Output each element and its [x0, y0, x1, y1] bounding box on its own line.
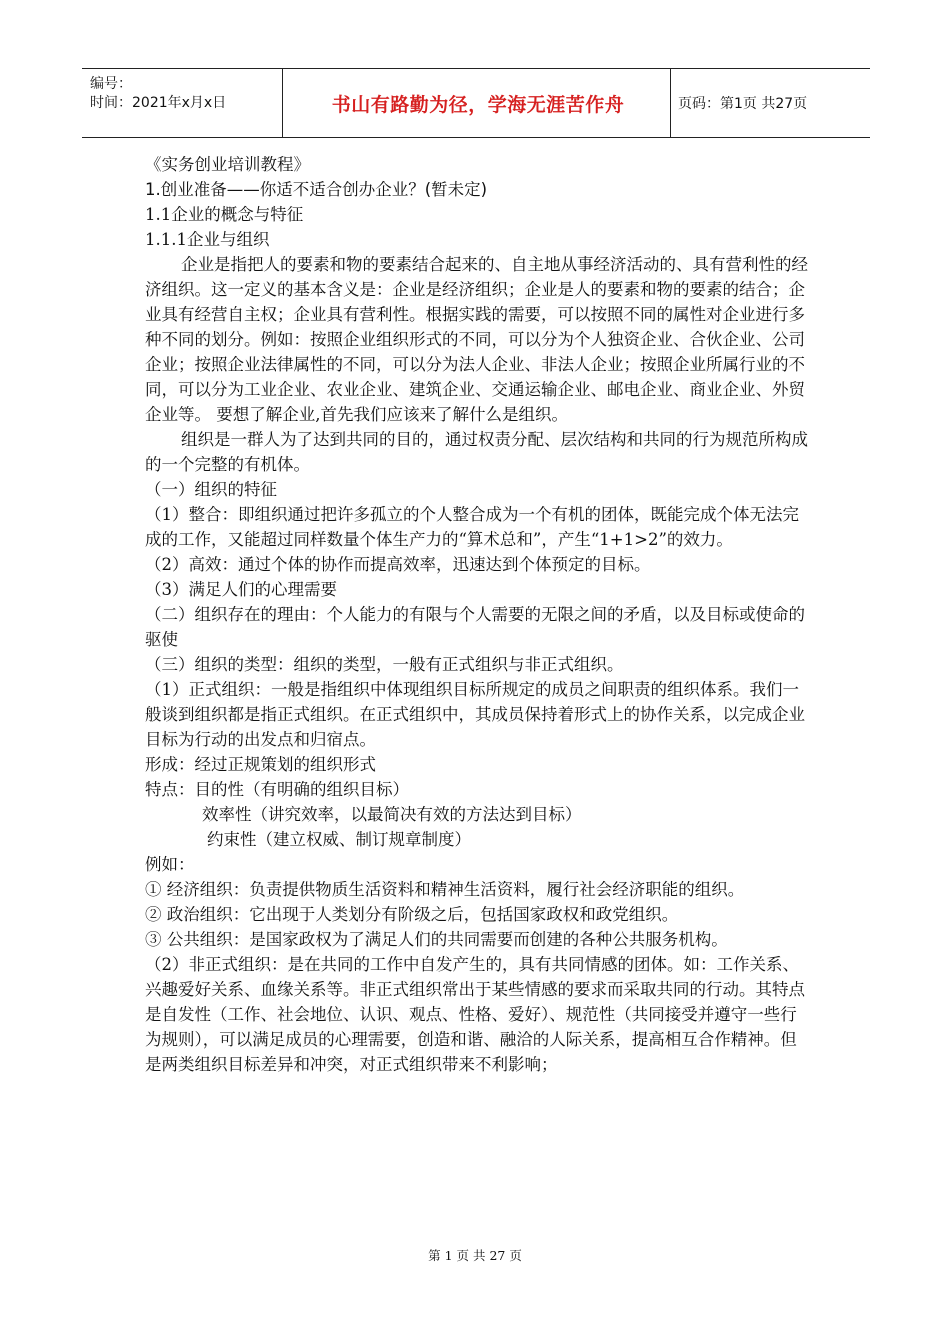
document-body [145, 152, 810, 1077]
line-constraint-trait: 约束性（建立权威、制订规章制度） [207, 830, 471, 849]
paragraph-organization-definition: 组织是一群人为了达到共同的目的，通过权责分配、层次结构和共同的行为规范所构成的一个完整的有机体。 [145, 430, 808, 474]
item-informal-organization: （2）非正式组织：是在共同的工作中自发产生的，具有共同情感的团体。如：工作关系、兴趣爱好关系、血缘关系等。非正式组织常出于某些情感的要求而采取共同的行动。其特点是自发性（工作、社会地位、认识、观点、性格、爱好）、规范性（共同接受并遵守一些行为规则），可以满足成员的心理需要，创造和谐、融洽的人际关系，提高相互合作精神。但是两类组织目标差异和冲突，对正式组织带来不利影响； [145, 955, 805, 1074]
item-psychological-needs: （3）满足人们的心理需要 [145, 580, 337, 599]
section-title: 1.1企业的概念与特征 [145, 205, 304, 224]
line-formation: 形成：经过正规策划的组织形式 [145, 755, 376, 774]
number-label: 编号： [90, 76, 132, 92]
line-efficiency-trait: 效率性（讲究效率，以最简决有效的方法达到目标） [202, 805, 582, 824]
page-footer: 第 1 页 共 27 页 [428, 1248, 522, 1263]
chapter-title: 1.创业准备——你适不适合创办企业？(暂未定) [145, 180, 488, 199]
header-page-info: 页码：第1页 共27页 [678, 96, 808, 112]
subsection-title: 1.1.1企业与组织 [145, 230, 270, 249]
time-label: 时间：2021年x月x日 [90, 95, 227, 111]
item-formal-organization: （1）正式组织：一般是指组织中体现组织目标所规定的成员之间职责的组织体系。我们一般谈到组织都是指正式组织。在正式组织中，其成员保持着形式上的协作关系，以完成企业目标为行动的出发点和归宿点。 [145, 680, 805, 749]
line-examples: 例如： [145, 855, 195, 874]
header-divider-left [282, 69, 283, 137]
header-meta [90, 75, 226, 113]
example-economic-org: ① 经济组织：负责提供物质生活资料和精神生活资料，履行社会经济职能的组织。 [145, 880, 745, 899]
heading-org-types: （三）组织的类型：组织的类型，一般有正式组织与非正式组织。 [145, 655, 624, 674]
page-header [82, 68, 870, 138]
line-features: 特点：目的性（有明确的组织目标） [145, 780, 409, 799]
example-public-org: ③ 公共组织：是国家政权为了满足人们的共同需要而创建的各种公共服务机构。 [145, 930, 728, 949]
paragraph-enterprise-definition: 企业是指把人的要素和物的要素结合起来的、自主地从事经济活动的、具有营利性的经济组织。这一定义的基本含义是：企业是经济组织；企业是人的要素和物的要素的结合；企业具有经营自主权；企业具有营利性。根据实践的需要，可以按照不同的属性对企业进行多种不同的划分。例如：按照企业组织形式的不同，可以分为个人独资企业、合伙企业、公司企业；按照企业法律属性的不同，可以分为法人企业、非法人企业；按照企业所属行业的不同，可以分为工业企业、农业企业、建筑企业、交通运输企业、邮电企业、商业企业、外贸企业等。 要想了解企业,首先我们应该来了解什么是组织。 [145, 255, 808, 424]
book-title: 《实务创业培训教程》 [145, 155, 310, 174]
heading-org-reason: （二）组织存在的理由：个人能力的有限与个人需要的无限之间的矛盾，以及目标或使命的驱使 [145, 605, 805, 649]
header-motto: 书山有路勤为径，学海无涯苦作舟 [331, 93, 625, 116]
item-efficiency: （2）高效：通过个体的协作而提高效率，迅速达到个体预定的目标。 [145, 555, 651, 574]
heading-org-features: （一）组织的特征 [145, 480, 277, 499]
item-integration: （1）整合：即组织通过把许多孤立的个人整合成为一个有机的团体，既能完成个体无法完成的工作，又能超过同样数量个体生产力的“算术总和”，产生“1+1>2”的效力。 [145, 505, 799, 549]
example-political-org: ② 政治组织：它出现于人类划分有阶级之后，包括国家政权和政党组织。 [145, 905, 679, 924]
